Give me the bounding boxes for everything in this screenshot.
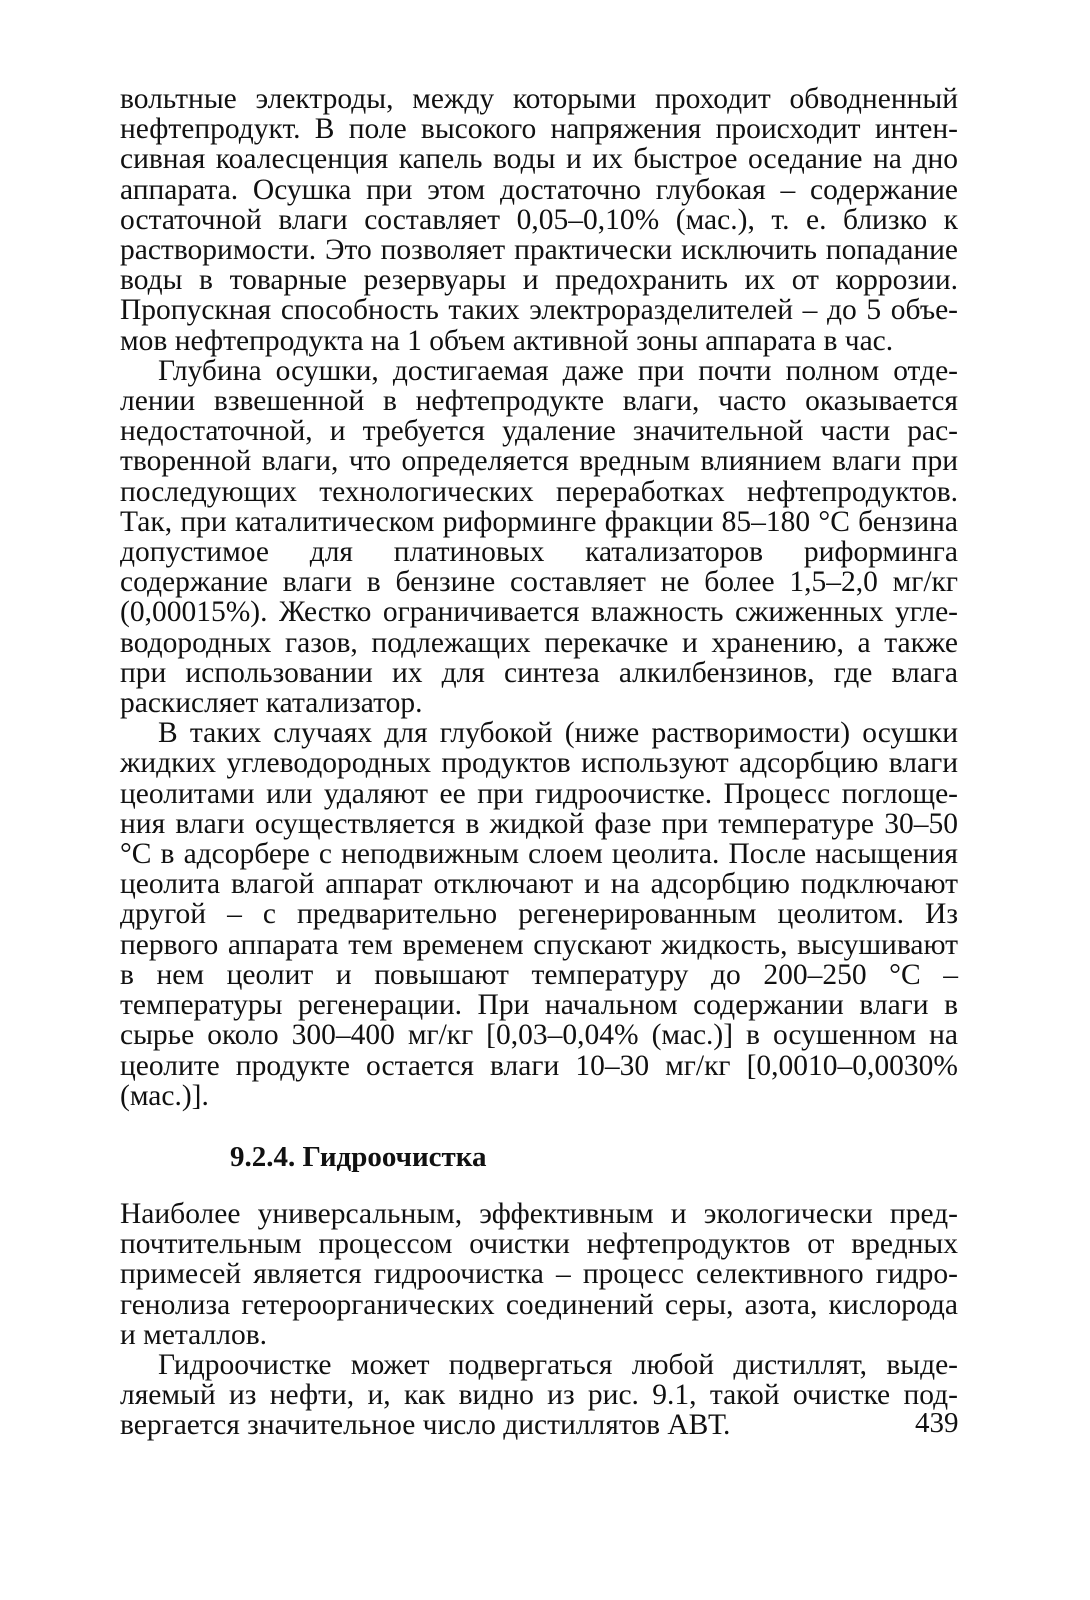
page-body — [120, 84, 958, 1441]
paragraph-1: вольтные электроды, между которыми проходит обводненный нефтепродукт. В поле высокого напряжения происходит интенсивная коалесценция капель воды и их быстрое оседание на дно аппарата. Осушка при этом достаточно глубокая – содержание остаточной влаги составляет 0,05–0,10% (мас.), т. е. близко к растворимости. Это позволяет практически исключить попадание воды в товарные резервуары и предохранить их от коррозии. Пропускная способность таких электроразделителей – до 5 объемов нефтепродукта на 1 объем активной зоны аппарата в час. — [120, 83, 958, 357]
paragraph-4: Наиболее универсальным, эффективным и экологически предпочтительным процессом очистки нефтепродуктов от вредных примесей является гидроочистка – процесс селективного гидрогенолиза гетероорганических соединений серы, азота, кислорода и металлов. — [120, 1197, 958, 1351]
paragraph-3: В таких случаях для глубокой (ниже растворимости) осушки жидких углеводородных продуктов используют адсорбцию влаги цеолитами или удаляют ее при гидроочистке. Процесс поглощения влаги осуществляется в жидкой фазе при температуре 30–50 °C в адсорбере с неподвижным слоем цеолита. После насыщения цеолита влагой аппарат отключают и на адсорбцию подключают другой – с предварительно регенерированным цеолитом. Из первого аппарата тем временем спускают жидкость, высушивают в нем цеолит и повышают температуру до 200–250 °C – температуры регенерации. При начальном содержании влаги в сырье около 300–400 мг/кг [0,03–0,04% (мас.)] в осушенном на цеолите продукте остается влаги 10–30 мг/кг [0,0010–0,0030% (мас.)]. — [120, 717, 958, 1112]
page-number: 439 — [915, 1407, 959, 1439]
paragraph-2: Глубина осушки, достигаемая даже при почти полном отделении взвешенной в нефтепродукте влаги, часто оказывается недостаточной, и требуется удаление значительной части растворенной влаги, что определяется вредным влиянием влаги при последующих технологических переработках нефтепродуктов. Так, при каталитическом риформинге фракции 85–180 °C бензина допустимое для платиновых катализаторов риформинга содержание влаги в бензине составляет не более 1,5–2,0 мг/кг (0,00015%). Жестко ограничивается влажность сжиженных углеводородных газов, подлежащих перекачке и хранению, а также при использовании их для синтеза алкилбензинов, где влага раскисляет катализатор. — [120, 354, 958, 720]
section-heading: 9.2.4. Гидроочистка — [230, 1140, 487, 1173]
paragraph-5: Гидроочистке может подвергаться любой дистиллят, выделяемый из нефти, и, как видно из рис. 9.1, такой очистке подвергается значительное число дистиллятов АВТ. — [120, 1348, 958, 1442]
